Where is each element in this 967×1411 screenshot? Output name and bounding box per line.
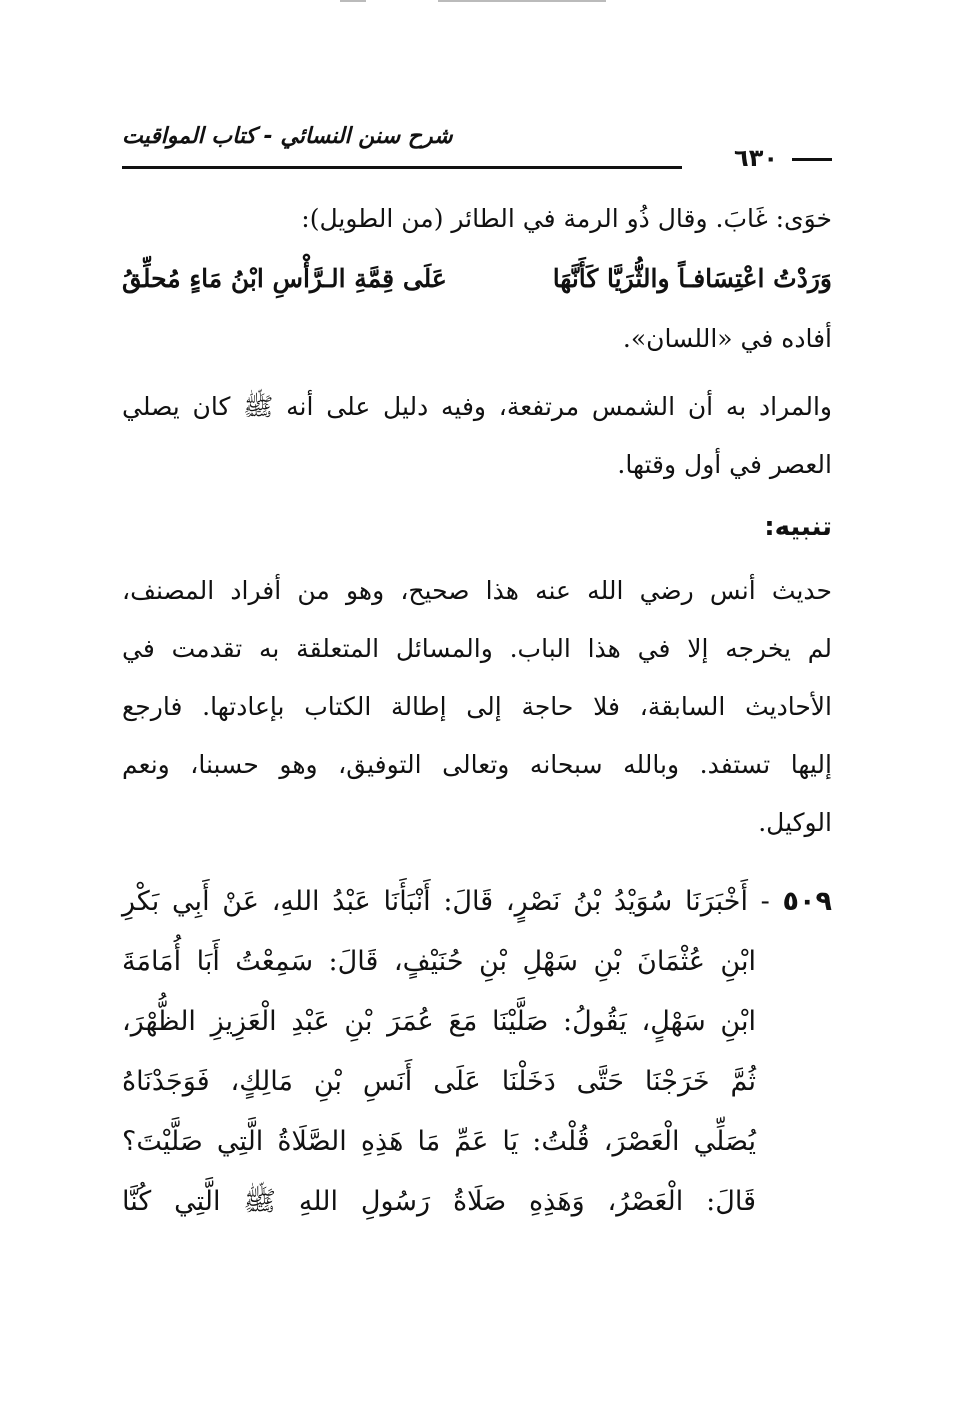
page-header bbox=[122, 122, 832, 172]
top-edge-line bbox=[340, 0, 366, 2]
paragraph-line: الأحاديث السابقة، فلا حاجة إلى إطالة الكتاب بإعادتها. فارجع bbox=[122, 692, 832, 721]
paragraph-line: العصر في أول وقتها. bbox=[617, 450, 832, 479]
hadith-line: ابْنِ سَهْلٍ، يَقُولُ: صَلَّيْنَا مَعَ عُمَرَ بْنِ عَبْدِ الْعَزِيزِ الظُّهْرَ، bbox=[122, 1006, 756, 1037]
hadith-line: قَالَ: الْعَصْرُ، وَهَذِهِ صَلَاةُ رَسُولِ اللهِ ﷺ الَّتِي كُنَّا bbox=[122, 1186, 756, 1217]
page-number: ٦٣٠ bbox=[734, 144, 832, 172]
intro-line: خوَى: غَابَ. وقال ذُو الرمة في الطائر (من الطويل): bbox=[301, 204, 832, 233]
top-edge-line bbox=[438, 0, 606, 2]
hadith-509 bbox=[122, 872, 832, 1232]
page-body bbox=[122, 190, 832, 1232]
hadith-line: يُصَلِّي الْعَصْرَ، قُلْتُ: يَا عَمِّ مَا هَذِهِ الصَّلَاةُ الَّتِي صَلَّيْتَ؟ bbox=[122, 1126, 756, 1157]
running-title: شرح سنن النسائي - كتاب المواقيت bbox=[122, 124, 453, 149]
poem-hemistich-second: عَلَى قِمَّةِ الـرَّأْسِ ابْنُ مَاءٍ مُحلِّقُ bbox=[122, 264, 447, 293]
paragraph-line: الوكيل. bbox=[758, 808, 832, 837]
spacer bbox=[122, 368, 832, 378]
source-line: أفاده في «اللسان». bbox=[622, 324, 832, 353]
paragraph-3 bbox=[122, 562, 832, 852]
hadith-number: ٥٠٩ bbox=[782, 886, 832, 917]
header-rule bbox=[122, 166, 682, 169]
notice-heading: تنبيه: bbox=[764, 512, 832, 542]
hadith-line: ثُمَّ خَرَجْنَا حَتَّى دَخَلْنَا عَلَى أَنَسِ بْنِ مَالِكٍ، فَوَجَدْنَاهُ bbox=[122, 1066, 756, 1097]
paragraph-line: حديث أنس رضي الله عنه هذا صحيح، وهو من أفراد المصنف، bbox=[122, 576, 832, 605]
hadith-first-line bbox=[122, 872, 832, 932]
paragraph-line: لم يخرجه إلا في هذا الباب. والمسائل المتعلقة به تقدمت في bbox=[122, 634, 832, 663]
paragraph-2 bbox=[122, 378, 832, 494]
poem-verse bbox=[122, 248, 832, 310]
paragraph-line: والمراد به أن الشمس مرتفعة، وفيه دليل على أنه ﷺ كان يصلي bbox=[122, 392, 832, 421]
hadith-line-text: - أَخْبَرَنَا سُوَيْدُ بْنُ نَصْرٍ، قَالَ: أَنْبَأَنَا عَبْدُ اللهِ، عَنْ أَبِي بَكْرِ bbox=[122, 886, 770, 917]
hadith-line: ابْنِ عُثْمَانَ بْنِ سَهْلِ بْنِ حُنَيْفٍ، قَالَ: سَمِعْتُ أَبَا أُمَامَةَ bbox=[122, 946, 756, 977]
paragraph-line: إليها تستفد. وبالله سبحانه وتعالى التوفيق، وهو حسبنا، ونعم bbox=[122, 750, 832, 779]
poem-hemistich-first: وَرَدْتُ اعْتِسَافـاً والثُّرَيَّا كَأَنَّهَا bbox=[552, 264, 832, 293]
